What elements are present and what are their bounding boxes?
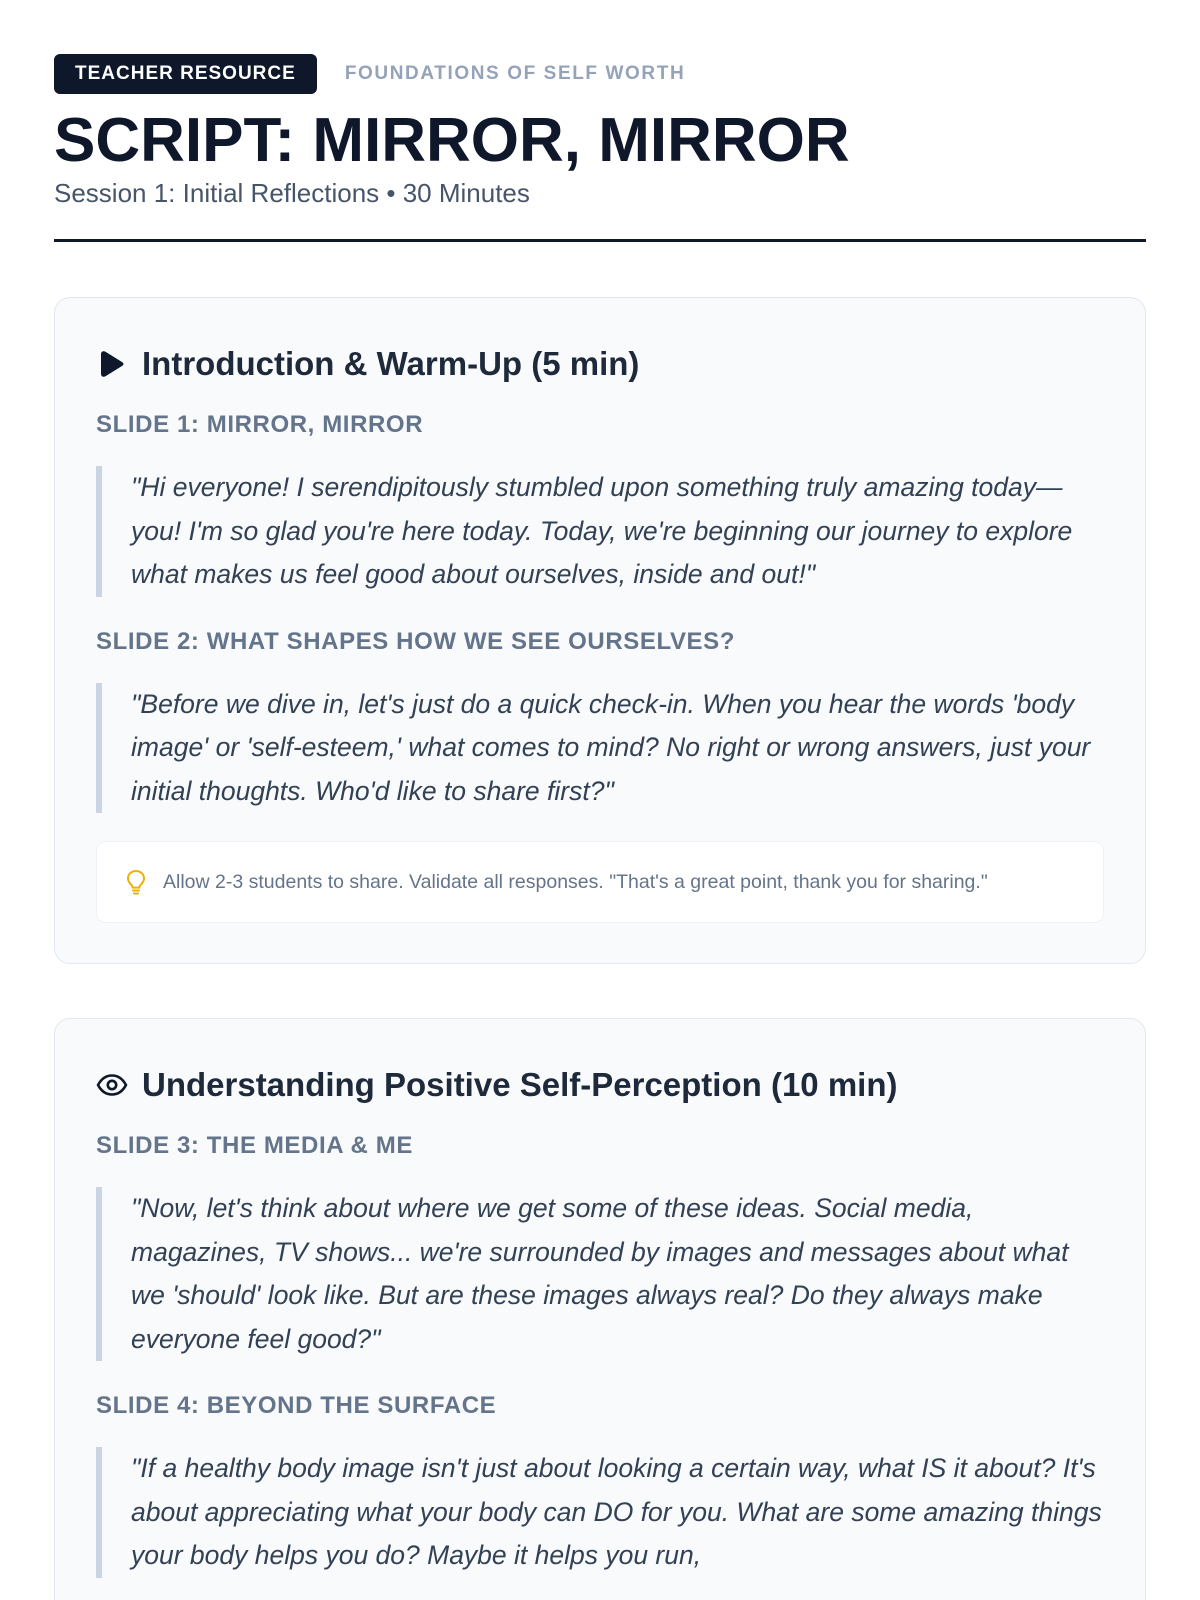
session-subtitle: Session 1: Initial Reflections • 30 Minutes: [54, 178, 530, 208]
script-quote: "Now, let's think about where we get some of these ideas. Social media, magazines, TV shows... we're surrounded by images and messages about what we 'should' look like. But are these images always real? Do they always make everyone feel good?": [96, 1187, 1104, 1361]
teacher-tip: [96, 841, 1104, 923]
script-quote: "Hi everyone! I serendipitously stumbled upon something truly amazing today—you! I'm so glad you're here today. Today, we're beginning our journey to explore what makes us feel good about ourselves, inside and out!": [96, 466, 1104, 597]
eye-icon: [96, 1069, 128, 1101]
play-icon: [96, 348, 128, 380]
slide-label: SLIDE 3: THE MEDIA & ME: [96, 1132, 413, 1159]
section-card-self-perception: [54, 1018, 1146, 1600]
script-quote: "If a healthy body image isn't just about looking a certain way, what IS it about? It's about appreciating what your body can DO for you. What are some amazing things your body helps you do? Maybe it helps you run,: [96, 1447, 1104, 1578]
slide-label: SLIDE 1: MIRROR, MIRROR: [96, 411, 424, 438]
page-title: SCRIPT: MIRROR, MIRROR: [54, 106, 850, 175]
script-quote: "Before we dive in, let's just do a quick check-in. When you hear the words 'body image' or 'self-esteem,' what comes to mind? No right or wrong answers, just your initial thoughts. Who'd like to share first?": [96, 683, 1104, 814]
section-card-introduction: [54, 297, 1146, 964]
tip-text: Allow 2-3 students to share. Validate all responses. "That's a great point, thank you for sharing.": [163, 870, 988, 893]
category-label: FOUNDATIONS OF SELF WORTH: [344, 63, 686, 84]
slide-label: SLIDE 2: WHAT SHAPES HOW WE SEE OURSELVES?: [96, 627, 736, 655]
section-title: Introduction & Warm-Up (5 min): [142, 345, 640, 382]
section-title: Understanding Positive Self-Perception (10 min): [142, 1066, 898, 1103]
section-header: [96, 342, 1104, 386]
slide-label: SLIDE 4: BEYOND THE SURFACE: [96, 1392, 497, 1419]
header-divider: [54, 239, 1146, 242]
lightbulb-icon: [125, 868, 147, 896]
section-header: [96, 1063, 1104, 1107]
header-meta: [54, 54, 1146, 94]
resource-badge: TEACHER RESOURCE: [54, 54, 317, 94]
